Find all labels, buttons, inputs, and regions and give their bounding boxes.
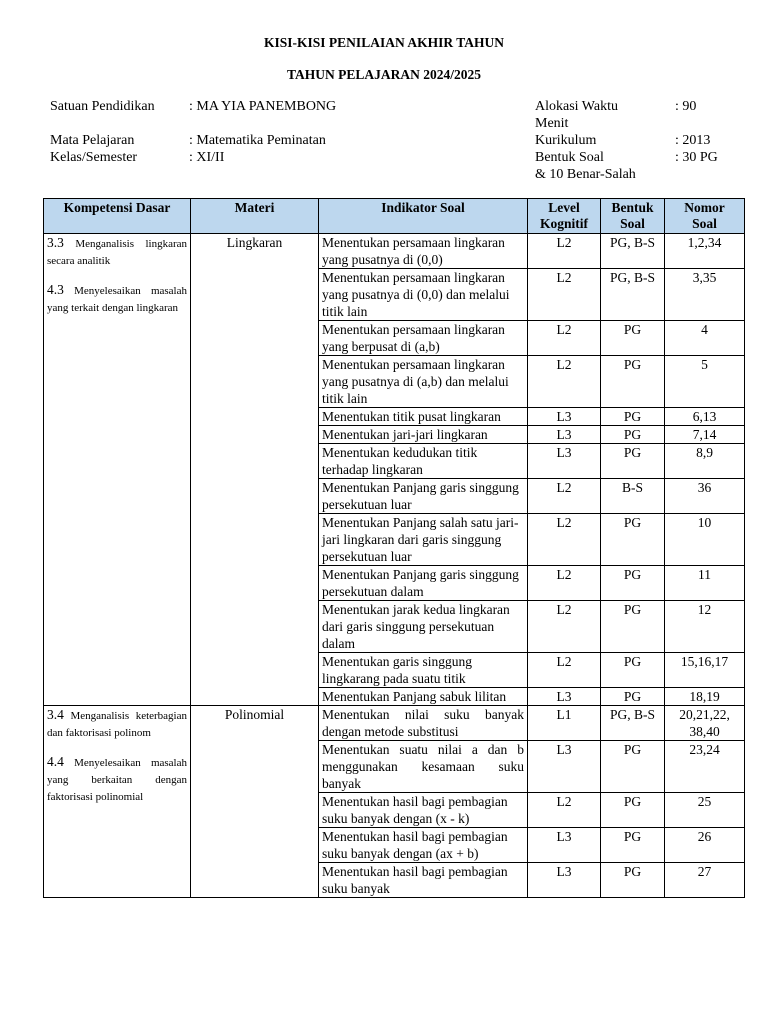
kurikulum-value: : 2013 xyxy=(675,133,711,148)
alokasi-label: Alokasi Waktu xyxy=(535,99,618,114)
indikator-cell: Menentukan persamaan lingkaran yang pusatnya di (a,b) dan melalui titik lain xyxy=(319,356,528,408)
mapel-value: : Matematika Peminatan xyxy=(189,133,326,148)
level-kognitif-cell: L3 xyxy=(528,444,601,479)
table-header-row xyxy=(44,199,745,234)
nomor-soal-cell: 23,24 xyxy=(665,741,745,793)
nomor-soal-cell: 5 xyxy=(665,356,745,408)
bentuk-soal-cell: PG, B-S xyxy=(601,269,665,321)
nomor-soal-cell: 6,13 xyxy=(665,408,745,426)
indikator-cell: Menentukan Panjang salah satu jari-jari lingkaran dari garis singgung persekutuan luar xyxy=(319,514,528,566)
indikator-cell: Menentukan Panjang garis singgung persekutuan dalam xyxy=(319,566,528,601)
indikator-cell: Menentukan nilai suku banyak dengan metode substitusi xyxy=(319,706,528,741)
bentuk-soal-cell: PG xyxy=(601,688,665,706)
indikator-cell: Menentukan garis singgung lingkarang pada suatu titik xyxy=(319,653,528,688)
satuan-value: : MA YIA PANEMBONG xyxy=(189,99,337,114)
materi-cell: Lingkaran xyxy=(191,234,319,706)
indikator-cell: Menentukan persamaan lingkaran yang pusatnya di (0,0) dan melalui titik lain xyxy=(319,269,528,321)
bentuk-soal-cell: PG xyxy=(601,566,665,601)
bentuk-soal-cell: PG xyxy=(601,356,665,408)
bentuk-value: : 30 PG xyxy=(675,150,718,165)
alokasi-value: : 90 xyxy=(675,99,697,114)
kd-text: Menyelesaikan masalah yang terkait dengan lingkaran xyxy=(47,285,187,314)
nomor-soal-cell: 11 xyxy=(665,566,745,601)
level-kognitif-cell: L3 xyxy=(528,863,601,898)
kompetensi-dasar-item xyxy=(47,706,187,742)
document-title: KISI-KISI PENILAIAN AKHIR TAHUN xyxy=(264,35,504,50)
kd-number: 3.4 xyxy=(47,707,64,722)
nomor-soal-cell: 4 xyxy=(665,321,745,356)
bentuk-label: Bentuk Soal xyxy=(535,150,604,165)
nomor-soal-cell: 1,2,34 xyxy=(665,234,745,269)
header-nomor-soal: Nomor Soal xyxy=(665,199,745,234)
kd-text: Menyelesaikan masalah yang berkaitan dengan faktorisasi polinomial xyxy=(47,757,187,803)
bentuk-soal-cell: PG xyxy=(601,321,665,356)
nomor-soal-cell: 7,14 xyxy=(665,426,745,444)
level-kognitif-cell: L3 xyxy=(528,828,601,863)
level-kognitif-cell: L2 xyxy=(528,321,601,356)
level-kognitif-cell: L2 xyxy=(528,479,601,514)
kompetensi-dasar-cell xyxy=(44,706,191,898)
alokasi-cont: Menit xyxy=(535,116,569,131)
table-row xyxy=(44,234,745,269)
nomor-soal-cell: 18,19 xyxy=(665,688,745,706)
kisi-kisi-table xyxy=(43,198,745,898)
materi-cell: Polinomial xyxy=(191,706,319,898)
kd-text: Menganalisis lingkaran secara analitik xyxy=(47,238,188,267)
bentuk-soal-cell: PG xyxy=(601,408,665,426)
indikator-cell: Menentukan Panjang garis singgung persekutuan luar xyxy=(319,479,528,514)
indikator-cell: Menentukan hasil bagi pembagian suku banyak dengan (ax + b) xyxy=(319,828,528,863)
bentuk-soal-cell: PG xyxy=(601,863,665,898)
bentuk-cont: & 10 Benar-Salah xyxy=(535,167,636,182)
level-kognitif-cell: L2 xyxy=(528,653,601,688)
bentuk-soal-cell: PG xyxy=(601,793,665,828)
kompetensi-dasar-cell xyxy=(44,234,191,706)
level-kognitif-cell: L2 xyxy=(528,601,601,653)
nomor-soal-cell: 10 xyxy=(665,514,745,566)
kurikulum-label: Kurikulum xyxy=(535,133,597,148)
bentuk-soal-cell: PG xyxy=(601,653,665,688)
kelas-label: Kelas/Semester xyxy=(50,150,138,165)
kompetensi-dasar-item xyxy=(47,281,187,317)
nomor-soal-cell: 20,21,22, 38,40 xyxy=(665,706,745,741)
indikator-cell: Menentukan suatu nilai a dan b menggunakan kesamaan suku banyak xyxy=(319,741,528,793)
nomor-soal-cell: 15,16,17 xyxy=(665,653,745,688)
header-level-kognitif: Level Kognitif xyxy=(528,199,601,234)
indikator-cell: Menentukan jari-jari lingkaran xyxy=(319,426,528,444)
nomor-soal-cell: 26 xyxy=(665,828,745,863)
level-kognitif-cell: L3 xyxy=(528,688,601,706)
bentuk-soal-cell: PG, B-S xyxy=(601,234,665,269)
kompetensi-dasar-item xyxy=(47,753,187,806)
kd-number: 4.4 xyxy=(47,754,64,769)
header-materi: Materi xyxy=(191,199,319,234)
level-kognitif-cell: L2 xyxy=(528,356,601,408)
level-kognitif-cell: L2 xyxy=(528,234,601,269)
level-kognitif-cell: L3 xyxy=(528,408,601,426)
header-indikator-soal: Indikator Soal xyxy=(319,199,528,234)
satuan-label: Satuan Pendidikan xyxy=(50,99,155,114)
bentuk-soal-cell: PG, B-S xyxy=(601,706,665,741)
nomor-soal-cell: 25 xyxy=(665,793,745,828)
indikator-cell: Menentukan hasil bagi pembagian suku banyak dengan (x - k) xyxy=(319,793,528,828)
level-kognitif-cell: L2 xyxy=(528,793,601,828)
level-kognitif-cell: L2 xyxy=(528,514,601,566)
kelas-value: : XI/II xyxy=(189,150,225,165)
level-kognitif-cell: L1 xyxy=(528,706,601,741)
bentuk-soal-cell: B-S xyxy=(601,479,665,514)
level-kognitif-cell: L3 xyxy=(528,426,601,444)
level-kognitif-cell: L2 xyxy=(528,566,601,601)
kd-number: 3.3 xyxy=(47,235,64,250)
nomor-soal-cell: 8,9 xyxy=(665,444,745,479)
table-row xyxy=(44,706,745,741)
indikator-cell: Menentukan jarak kedua lingkaran dari garis singgung persekutuan dalam xyxy=(319,601,528,653)
bentuk-soal-cell: PG xyxy=(601,828,665,863)
indikator-cell: Menentukan Panjang sabuk lilitan xyxy=(319,688,528,706)
bentuk-soal-cell: PG xyxy=(601,444,665,479)
bentuk-soal-cell: PG xyxy=(601,741,665,793)
indikator-cell: Menentukan kedudukan titik terhadap lingkaran xyxy=(319,444,528,479)
nomor-soal-cell: 12 xyxy=(665,601,745,653)
nomor-soal-cell: 3,35 xyxy=(665,269,745,321)
level-kognitif-cell: L2 xyxy=(528,269,601,321)
nomor-soal-cell: 27 xyxy=(665,863,745,898)
indikator-cell: Menentukan hasil bagi pembagian suku banyak xyxy=(319,863,528,898)
bentuk-soal-cell: PG xyxy=(601,601,665,653)
mapel-label: Mata Pelajaran xyxy=(50,133,135,148)
kd-text: Menganalisis keterbagian dan faktorisasi polinom xyxy=(47,710,187,739)
nomor-soal-cell: 36 xyxy=(665,479,745,514)
bentuk-soal-cell: PG xyxy=(601,514,665,566)
document-subtitle: TAHUN PELAJARAN 2024/2025 xyxy=(286,67,481,82)
indikator-cell: Menentukan titik pusat lingkaran xyxy=(319,408,528,426)
level-kognitif-cell: L3 xyxy=(528,741,601,793)
header-bentuk-soal: Bentuk Soal xyxy=(601,199,665,234)
kompetensi-dasar-item xyxy=(47,234,187,270)
indikator-cell: Menentukan persamaan lingkaran yang berpusat di (a,b) xyxy=(319,321,528,356)
header-kompetensi-dasar: Kompetensi Dasar xyxy=(44,199,191,234)
kd-number: 4.3 xyxy=(47,282,64,297)
bentuk-soal-cell: PG xyxy=(601,426,665,444)
indikator-cell: Menentukan persamaan lingkaran yang pusatnya di (0,0) xyxy=(319,234,528,269)
